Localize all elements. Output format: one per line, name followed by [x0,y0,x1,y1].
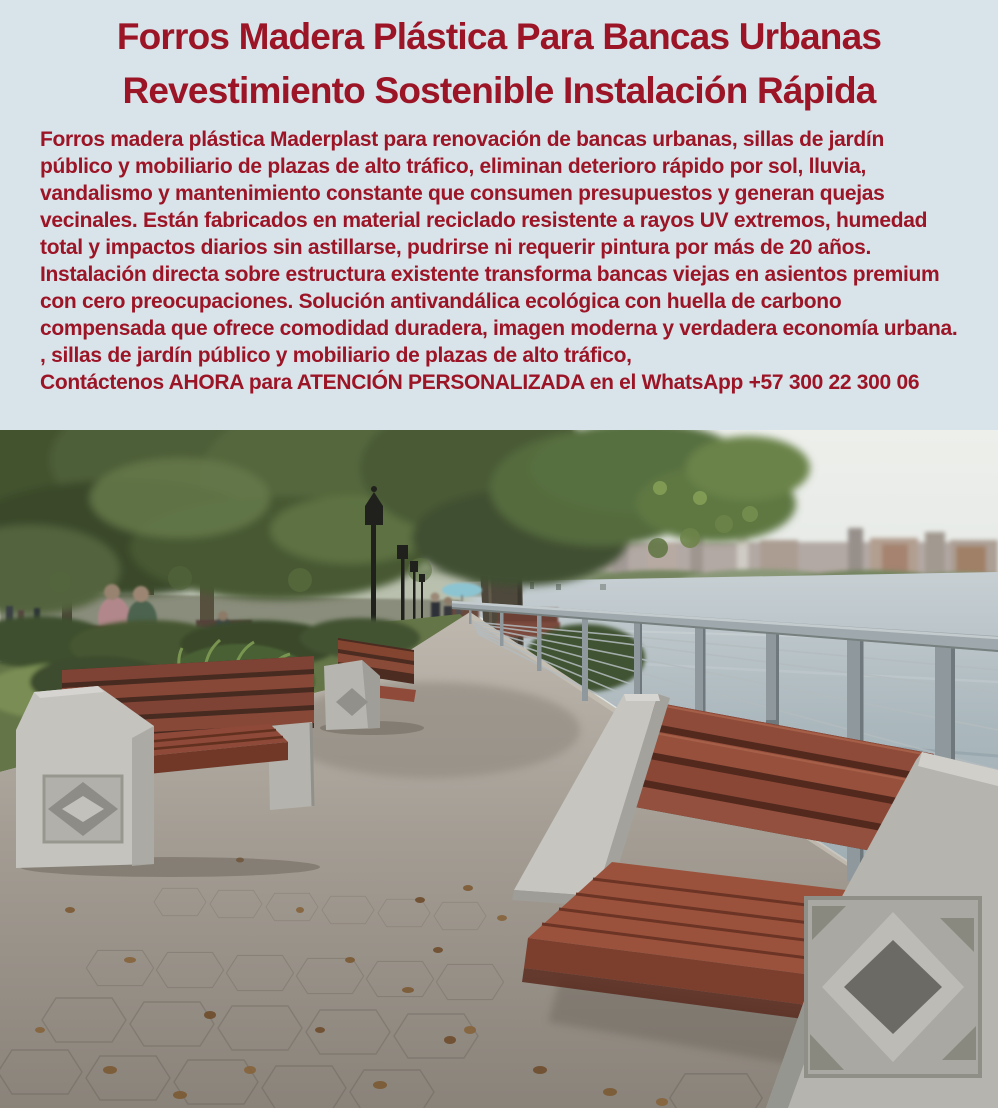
page-title-line1: Forros Madera Plástica Para Bancas Urbanas [116,16,882,57]
flyer-body-text: Forros madera plástica Maderplast para renovación de bancas urbanas, sillas de jardín público y mobiliario de plazas de alto tráfico, eliminan deterioro rápido por sol, lluvia, vandalismo y mantenimiento constante que consumen presupuestos y generan quejas vecinales. Están fabricados en material reciclado resistente a rayos UV extremos, humedad total y impactos diarios sin astillarse, pudrirse ni requerir pintura por más de 20 años. Instalación directa sobre estructura existente transforma bancas viejas en asientos premium con cero preocupaciones. Solución antivandálica ecológica con huella de carbono compensada que ofrece comodidad duradera, imagen moderna y verdadera economía urbana. , sillas de jardín público y mobiliario de plazas de alto tráfico, [40,128,958,367]
page-title-line2: Revestimiento Sostenible Instalación Rápida [122,70,876,111]
flyer-header [0,0,998,430]
whatsapp-contact-line: Contáctenos AHORA para ATENCIÓN PERSONALIZADA en el WhatsApp +57 300 22 300 06 [40,371,920,394]
promenade-photo [0,430,998,1108]
